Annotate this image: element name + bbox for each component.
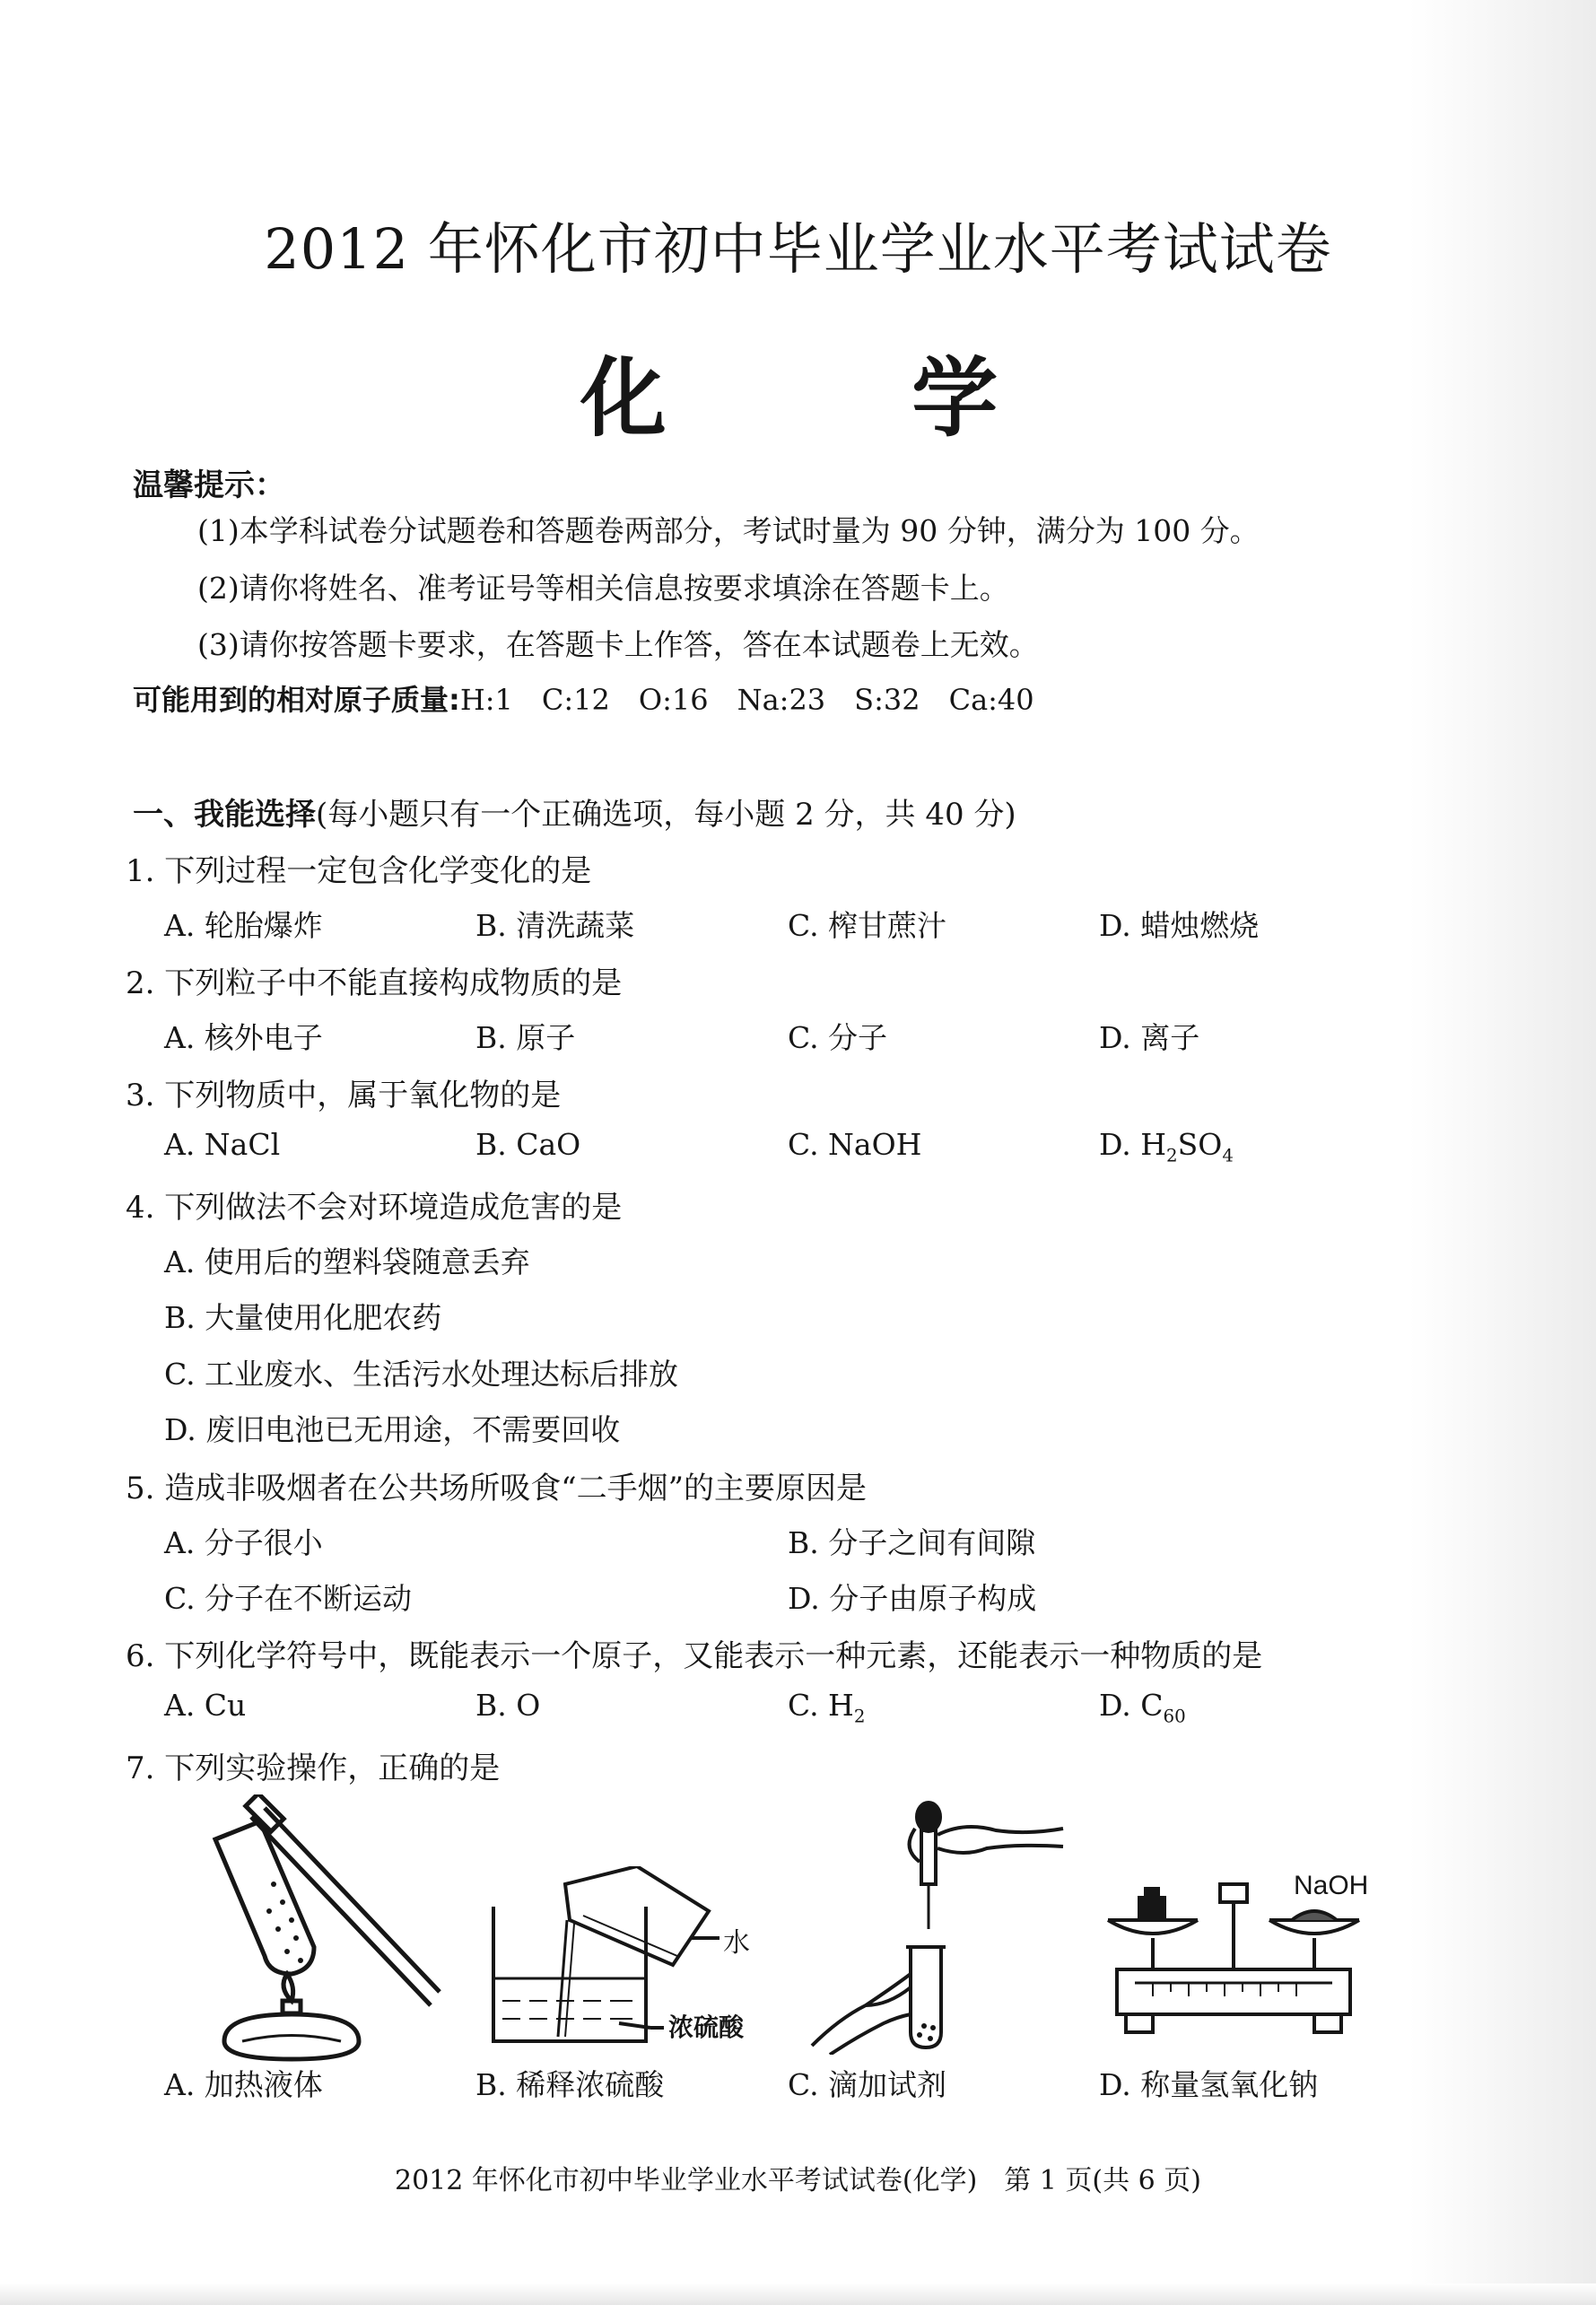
tip-item: (3)请你按答题卡要求，在答题卡上作答，答在本试题卷上无效。 [197, 627, 1039, 662]
q5-option-a: A. 分子很小 [164, 1525, 323, 1560]
q3-d-subscript: 2 [1166, 1145, 1178, 1166]
section-note: (每小题只有一个正确选项，每小题 2 分，共 40 分) [316, 797, 1016, 833]
q2-option-a: A. 核外电子 [164, 1020, 323, 1055]
q5-option-c: C. 分子在不断运动 [164, 1581, 413, 1616]
q5-option-d: D. 分子由原子构成 [788, 1581, 1037, 1616]
q6-c-prefix: C. H [788, 1688, 854, 1723]
q6-d-subscript: 60 [1163, 1706, 1186, 1727]
q4-option-c: C. 工业废水、生活污水处理达标后排放 [164, 1357, 679, 1392]
q4-option-b: B. 大量使用化肥农药 [164, 1300, 442, 1335]
q3-option-b: B. CaO [475, 1127, 581, 1162]
q4-option-d: D. 废旧电池已无用途，不需要回收 [164, 1412, 621, 1447]
q2-option-b: B. 原子 [475, 1020, 576, 1055]
figure-b-caption: B. 稀释浓硫酸 [475, 2067, 665, 2102]
tip-item: (1)本学科试卷分试题卷和答题卷两部分，考试时量为 90 分钟，满分为 100 分。 [197, 513, 1260, 548]
q4-option-a: A. 使用后的塑料袋随意丢弃 [164, 1244, 530, 1279]
question-7: 7. 下列实验操作，正确的是 [126, 1751, 501, 1786]
dropper-figure [803, 1794, 1090, 2055]
section-title: 一、我能选择 [133, 797, 316, 833]
question-6: 6. 下列化学符号中，既能表示一个原子，又能表示一种元素，还能表示一种物质的是 [126, 1638, 1263, 1674]
page-footer: 2012 年怀化市初中毕业学业水平考试试卷(化学) 第 1 页(共 6 页) [394, 2165, 1202, 2196]
label-concentrated-acid: 浓硫酸 [668, 2013, 745, 2042]
q1-option-a: A. 轮胎爆炸 [164, 908, 323, 943]
q2-option-d: D. 离子 [1099, 1020, 1200, 1055]
q1-option-c: C. 榨甘蔗汁 [788, 908, 947, 943]
scan-bottom-edge [0, 2283, 1596, 2305]
heating-liquid-figure [161, 1794, 449, 2064]
exam-title: 2012 年怀化市初中毕业学业水平考试试卷 [264, 216, 1332, 282]
q3-d-rest: SO [1177, 1127, 1223, 1162]
q1-option-d: D. 蜡烛燃烧 [1099, 908, 1260, 943]
question-2: 2. 下列粒子中不能直接构成物质的是 [126, 965, 623, 1001]
q6-option-d [1099, 1688, 1186, 1727]
question-1: 1. 下列过程一定包含化学变化的是 [126, 853, 592, 889]
figure-a-caption: A. 加热液体 [164, 2067, 323, 2102]
q3-option-d [1099, 1127, 1234, 1166]
q6-d-prefix: D. C [1099, 1688, 1164, 1723]
label-naoh: NaOH [1294, 1871, 1369, 1900]
q1-option-b: B. 清洗蔬菜 [475, 908, 635, 943]
q2-option-c: C. 分子 [788, 1020, 888, 1055]
figure-d-caption: D. 称量氢氧化钠 [1099, 2067, 1319, 2102]
atomic-mass-label: 可能用到的相对原子质量: [133, 683, 460, 717]
figure-c-caption: C. 滴加试剂 [788, 2067, 947, 2102]
q6-option-a: A. Cu [164, 1688, 247, 1723]
tips-heading: 温馨提示： [133, 467, 285, 503]
question-5: 5. 造成非吸烟者在公共场所吸食“二手烟”的主要原因是 [126, 1471, 868, 1506]
label-water: 水 [723, 1927, 750, 1959]
tip-item: (2)请你将姓名、准考证号等相关信息按要求填涂在答题卡上。 [197, 571, 1009, 606]
q3-option-a: A. NaCl [164, 1127, 281, 1162]
atomic-mass-line [133, 677, 1034, 719]
section-heading [133, 790, 1016, 834]
q5-option-b: B. 分子之间有间隙 [788, 1525, 1036, 1560]
question-4: 4. 下列做法不会对环境造成危害的是 [126, 1190, 623, 1226]
subject-title: 化 学 [580, 347, 1106, 449]
q3-d-prefix: D. H [1099, 1127, 1167, 1162]
q6-option-b: B. O [475, 1688, 541, 1723]
question-3: 3. 下列物质中，属于氧化物的是 [126, 1078, 562, 1113]
q3-d-subscript: 4 [1222, 1145, 1234, 1166]
atomic-mass-values: H:1 C:12 O:16 Na:23 S:32 Ca:40 [459, 683, 1034, 717]
q6-c-subscript: 2 [853, 1706, 866, 1727]
q6-option-c [788, 1688, 865, 1727]
q3-option-c: C. NaOH [788, 1127, 922, 1162]
